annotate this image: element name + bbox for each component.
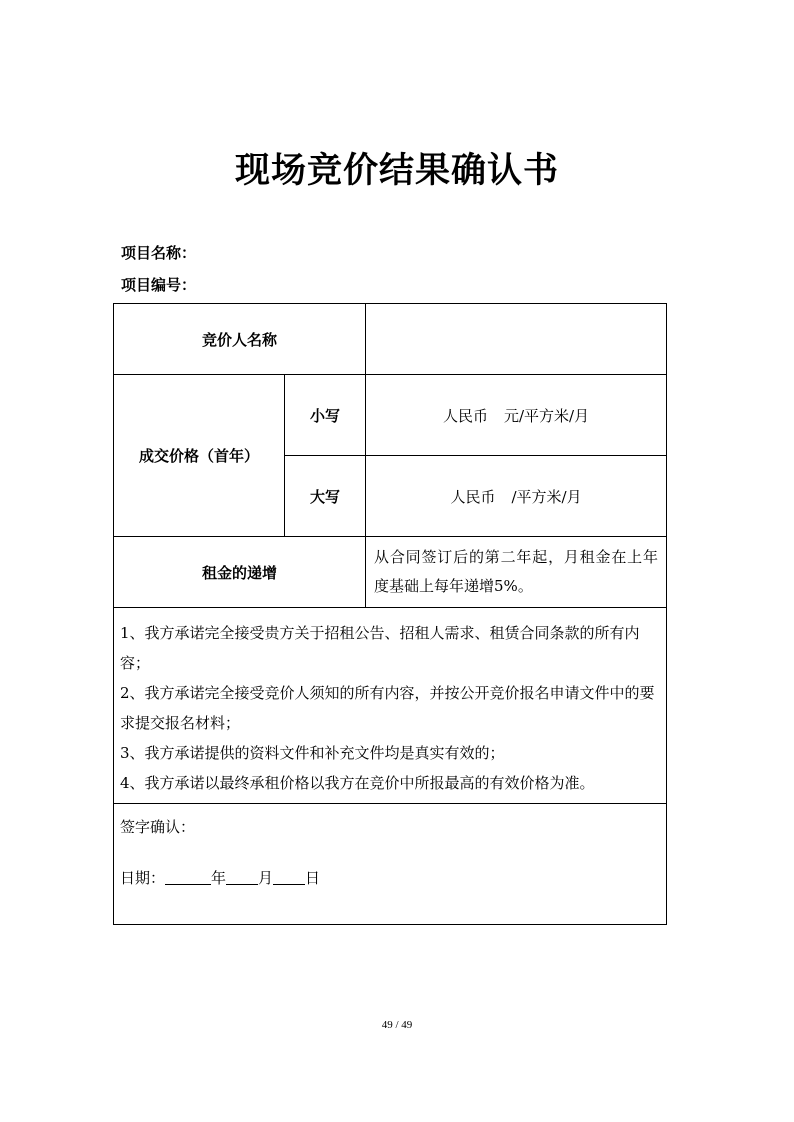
rent-increase-label: 租金的递增 — [114, 537, 366, 608]
lowercase-price-row — [114, 375, 667, 456]
year-label: 年 — [211, 869, 227, 887]
commitment-item: 3、我方承诺提供的资料文件和补充文件均是真实有效的； — [120, 744, 505, 762]
day-label: 日 — [305, 869, 321, 887]
lowercase-currency: 人民币 — [442, 406, 488, 425]
uppercase-unit: /平方米/月 — [511, 487, 582, 506]
commitments-row — [114, 608, 667, 804]
year-blank[interactable] — [165, 870, 211, 885]
uppercase-label: 大写 — [285, 456, 366, 537]
project-name-label: 项目名称： — [121, 244, 197, 262]
uppercase-price-value[interactable] — [366, 456, 667, 537]
day-blank[interactable] — [273, 870, 305, 885]
deal-price-label: 成交价格（首年） — [114, 375, 285, 537]
commitment-item: 2、我方承诺完全接受竞价人须知的所有内容，并按公开竞价报名申请文件中的要求提交报名材料； — [120, 684, 655, 732]
rent-increase-text: 从合同签订后的第二年起，月租金在上年度基础上每年递增5%。 — [366, 537, 667, 608]
month-label: 月 — [258, 869, 274, 887]
bid-result-table — [113, 303, 667, 925]
lowercase-unit: 元/平方米/月 — [503, 406, 590, 425]
rent-increase-row — [114, 537, 667, 608]
signature-cell — [114, 804, 667, 925]
bidder-name-row — [114, 304, 667, 375]
document-title: 现场竞价结果确认书 — [234, 151, 559, 191]
lowercase-price-value[interactable] — [366, 375, 667, 456]
signature-date-line — [120, 867, 660, 888]
commitment-item: 1、我方承诺完全接受贵方关于招租公告、招租人需求、租赁合同条款的所有内容； — [120, 624, 640, 672]
date-label: 日期： — [120, 869, 166, 887]
lowercase-label: 小写 — [285, 375, 366, 456]
bidder-name-label: 竞价人名称 — [114, 304, 366, 375]
page-number: 49 / 49 — [381, 1019, 413, 1031]
signature-row — [114, 804, 667, 925]
uppercase-currency: 人民币 — [450, 487, 496, 506]
month-blank[interactable] — [226, 870, 258, 885]
signature-confirm-label: 签字确认： — [120, 818, 196, 836]
commitment-item: 4、我方承诺以最终承租价格以我方在竞价中所报最高的有效价格为准。 — [120, 774, 595, 792]
bidder-name-value[interactable] — [366, 304, 667, 375]
commitments-cell — [114, 608, 667, 804]
project-number-label: 项目编号： — [121, 276, 197, 294]
